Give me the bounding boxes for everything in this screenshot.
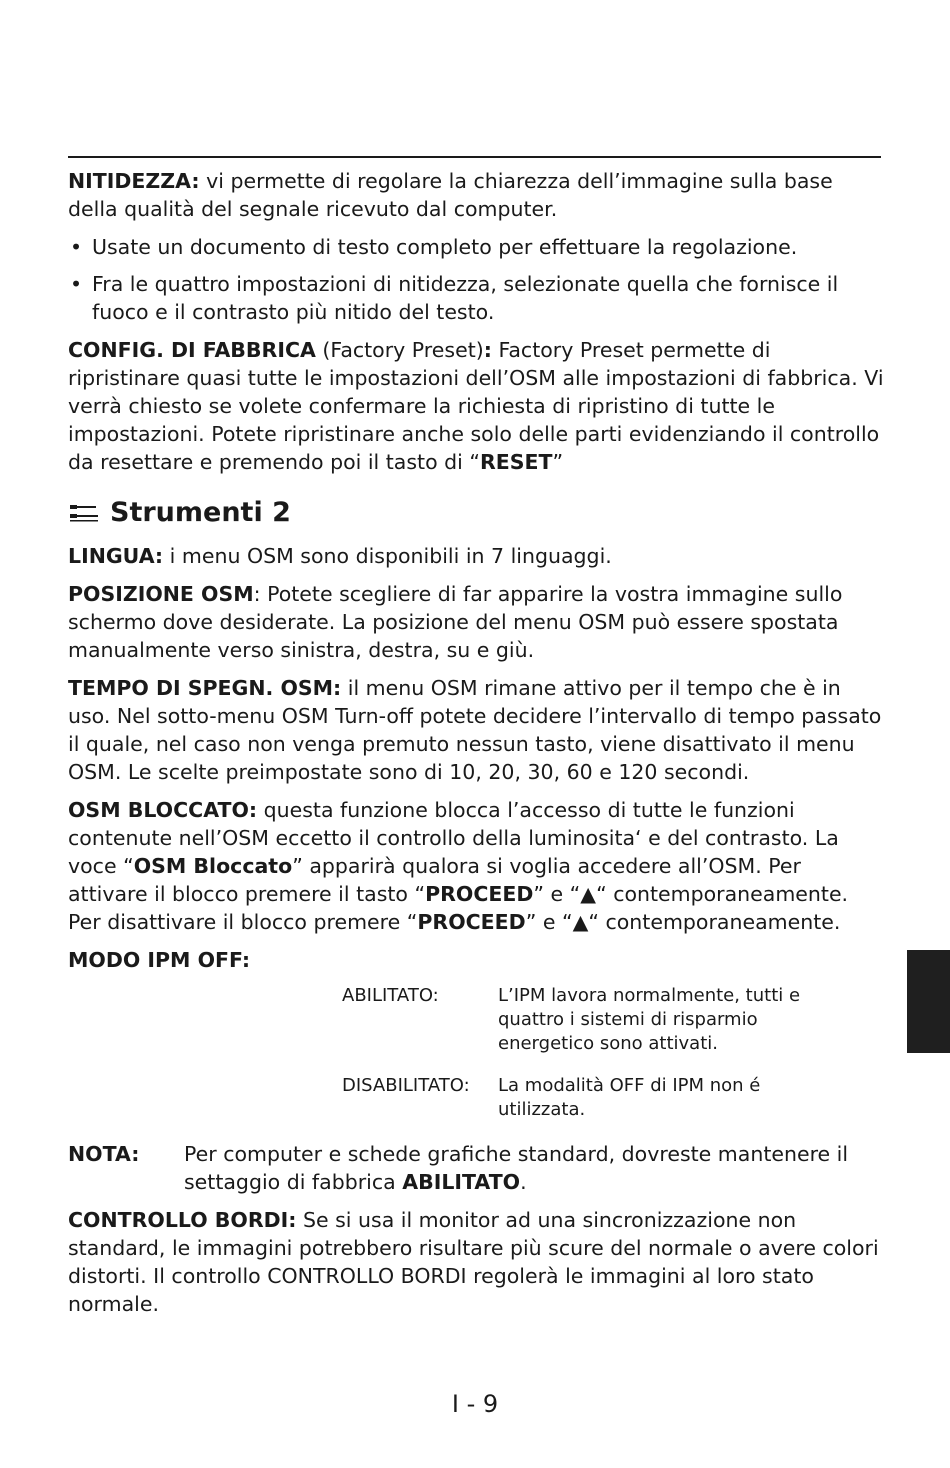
- posizione-paragraph: [68, 580, 886, 664]
- ipm-option-label: DISABILITATO:: [342, 1075, 470, 1096]
- list-item: • Fra le quattro impostazioni di nitidezza, selezionate quella che fornisce il fuoco e il contrasto più nitido del testo.: [68, 270, 886, 326]
- nitidezza-label: NITIDEZZA:: [68, 169, 200, 193]
- config-colon: :: [483, 338, 492, 362]
- ipm-options: [342, 984, 886, 1122]
- lingua-paragraph: [68, 542, 886, 570]
- ipm-option-desc: L’IPM lavora normalmente, tutti e quattro i sistemi di risparmio energetico sono attivati.: [498, 985, 801, 1054]
- up-arrow-icon: ▲: [572, 910, 589, 934]
- ipm-label: MODO IPM OFF:: [68, 948, 251, 972]
- bordi-paragraph: [68, 1206, 886, 1318]
- bordi-text: Se si usa il monitor ad una sincronizzazione non standard, le immagini potrebbero risultare più scure del normale o avere colori distorti. Il controllo CONTROLLO BORDI regolerà le immagini al loro stato normale.: [68, 1208, 879, 1316]
- ipm-option-desc: La modalità OFF di IPM non é utilizzata.: [498, 1075, 761, 1120]
- bloccato-label: OSM BLOCCATO:: [68, 798, 258, 822]
- config-paragraph: [68, 336, 886, 476]
- config-end: ”: [552, 450, 564, 474]
- lingua-label: LINGUA:: [68, 544, 164, 568]
- nota-label: NOTA:: [68, 1142, 140, 1166]
- nitidezza-bullets: [68, 233, 886, 326]
- ipm-row-abilitato: [342, 984, 886, 1056]
- section-heading: [68, 496, 886, 530]
- tempo-label: TEMPO DI SPEGN. OSM:: [68, 676, 342, 700]
- nitidezza-text: vi permette di regolare la chiarezza dell’immagine sulla base della qualità del segnale ricevuto dal computer.: [68, 169, 833, 221]
- nota-block: [68, 1140, 886, 1196]
- posizione-text: : Potete scegliere di far apparire la vostra immagine sullo schermo dove desiderate. La posizione del menu OSM può essere spostata manualmente verso sinistra, destra, su e giù.: [68, 582, 843, 662]
- posizione-label: POSIZIONE OSM: [68, 582, 254, 606]
- tempo-text: il menu OSM rimane attivo per il tempo che è in uso. Nel sotto-menu OSM Turn-off potete decidere l’intervallo di tempo passato il quale, nel caso non venga premuto nessun tasto, viene disattivato il menu OSM. Le scelte preimpostate sono di 10, 20, 30, 60 e 120 secondi.: [68, 676, 882, 784]
- ipm-heading: [68, 946, 886, 974]
- ipm-option-label: ABILITATO:: [342, 985, 439, 1006]
- side-tab-marker: [907, 950, 950, 1053]
- config-text: Factory Preset permette di ripristinare quasi tutte le impostazioni dell’OSM alle impostazioni di fabbrica. Vi verrà chiesto se volete confermare la richiesta di ripristino di tutte le impostazioni. Potete ripristinare anche solo delle parti evidenziando il controllo da resettare e premendo poi il tasto di “: [68, 338, 884, 474]
- header-rule: [68, 156, 881, 158]
- config-label: CONFIG. DI FABBRICA: [68, 338, 316, 362]
- nitidezza-paragraph: [68, 167, 886, 223]
- page-content: [68, 167, 886, 1328]
- section-title: Strumenti 2: [110, 497, 291, 528]
- bloccato-paragraph: OSM BLOCCATO: questa funzione blocca l’accesso di tutte le funzioni contenute nell’OSM eccetto il controllo della luminosita‘ e del contrasto. La voce “OSM Bloccato” apparirà qualora si voglia accedere all’OSM. Per attivare il blocco premere il tasto “PROCEED” e “▲“ contemporaneamente. Per disattivare il blocco premere “PROCEED” e “▲“ contemporaneamente.: [68, 798, 849, 934]
- list-item: • Usate un documento di testo completo per effettuare la regolazione.: [68, 233, 886, 261]
- tempo-paragraph: [68, 674, 886, 786]
- bordi-label: CONTROLLO BORDI:: [68, 1208, 297, 1232]
- tools-icon: [68, 503, 100, 523]
- lingua-text: i menu OSM sono disponibili in 7 linguaggi.: [163, 544, 612, 568]
- reset-label: RESET: [480, 450, 553, 474]
- config-paren: (Factory Preset): [315, 338, 484, 362]
- nota-text: Per computer e schede grafiche standard, dovreste mantenere il settaggio di fabbrica ABILITATO.: [184, 1142, 849, 1194]
- page-number: I - 9: [451, 1390, 499, 1418]
- up-arrow-icon: ▲: [580, 882, 597, 906]
- ipm-row-disabilitato: [342, 1074, 886, 1122]
